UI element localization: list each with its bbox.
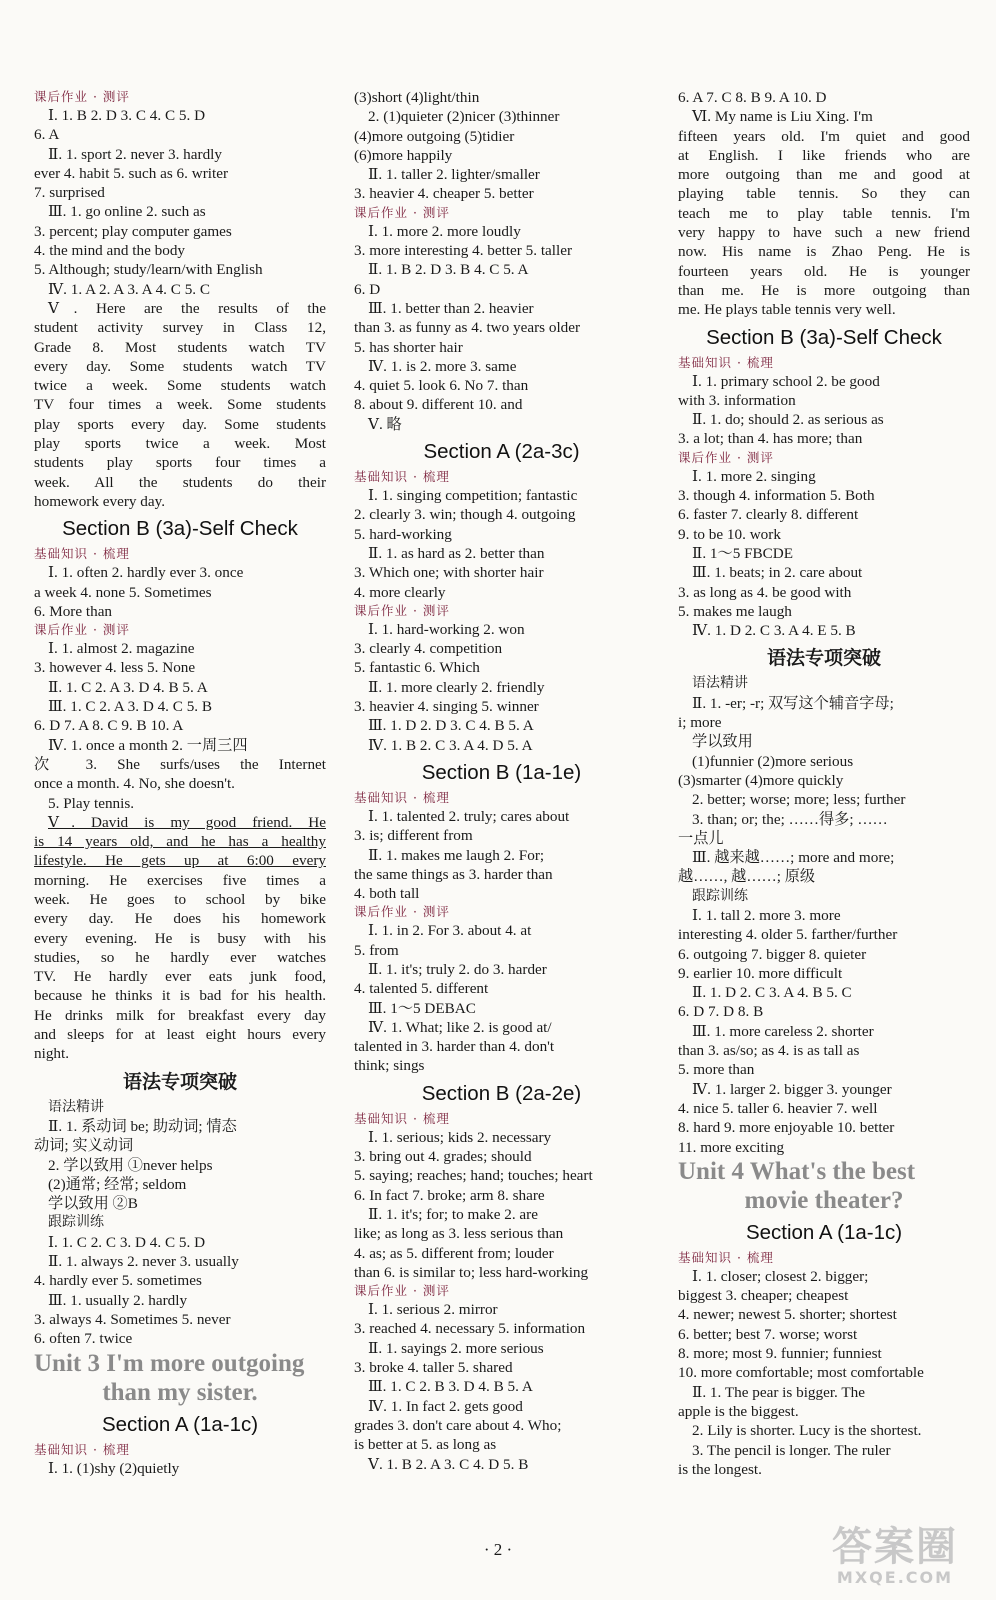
answer-line: Ⅰ. 1. more 2. more loudly bbox=[368, 222, 521, 240]
answer-line: Ⅲ. 1. beats; in 2. care about bbox=[692, 564, 863, 582]
answer-line: ever 4. habit 5. such as 6. writer bbox=[34, 164, 229, 182]
section-heading: Section A (2a-3c) bbox=[423, 440, 580, 464]
answer-line: Ⅱ. 1. more clearly 2. friendly bbox=[368, 678, 545, 696]
grammar-subheading: 跟踪训练 bbox=[692, 887, 748, 904]
answer-line: Ⅱ. 1. sayings 2. more serious bbox=[368, 1339, 544, 1357]
answer-line: than 3. as/so; as 4. is as tall as bbox=[678, 1042, 860, 1060]
answer-line: talented in 3. harder than 4. don't bbox=[354, 1038, 555, 1056]
answer-line: 4. talented 5. different bbox=[354, 980, 489, 998]
grammar-subheading: 跟踪训练 bbox=[48, 1214, 104, 1231]
answer-line: Ⅱ. 1. D 2. C 3. A 4. B 5. C bbox=[692, 984, 852, 1002]
answer-line: 5. has shorter hair bbox=[354, 338, 463, 356]
answer-line: 3. than; or; the; ……得多; …… bbox=[692, 810, 888, 828]
answer-line: 5. more than bbox=[678, 1061, 755, 1079]
watermark-sub-text: MXQE.COM bbox=[836, 1568, 954, 1587]
answer-line: Ⅳ. 1. once a month 2. 一周三四 bbox=[48, 736, 248, 754]
subsection-tag: 课后作业 · 测评 bbox=[678, 449, 774, 465]
answer-line: 3. always 4. Sometimes 5. never bbox=[34, 1310, 231, 1328]
essay-line: than me. He is more outgoing than bbox=[678, 281, 970, 299]
answer-line: 6. More than bbox=[34, 602, 113, 620]
answer-line: 6. outgoing 7. bigger 8. quieter bbox=[678, 945, 867, 963]
answer-line: Ⅲ. 越来越……; more and more; bbox=[692, 849, 895, 867]
answer-line: Ⅲ. 1. go online 2. such as bbox=[48, 203, 206, 221]
answer-line: Ⅰ. 1. B 2. D 3. C 4. C 5. D bbox=[48, 107, 206, 124]
answer-line: Ⅱ. 1. it's; for; to make 2. are bbox=[368, 1205, 538, 1223]
essay-line: at English. I like friends who are bbox=[678, 146, 970, 164]
answer-line: with 3. information bbox=[678, 391, 796, 409]
answer-line: Ⅱ. 1. makes me laugh 2. For; bbox=[368, 846, 545, 864]
essay-line: studies, so he hardly ever watches bbox=[34, 948, 326, 966]
subsection-tag: 课后作业 · 测评 bbox=[354, 904, 450, 920]
answer-line: 3. The pencil is longer. The ruler bbox=[692, 1441, 891, 1459]
answer-line: 越……, 越……; 原级 bbox=[678, 868, 816, 886]
answer-line: Ⅰ. 1. almost 2. magazine bbox=[48, 640, 195, 658]
answer-line: Ⅵ. My name is Liu Xing. I'm bbox=[692, 108, 873, 126]
answer-line: 5. hard-working bbox=[354, 525, 452, 543]
answer-line: 5. from bbox=[354, 941, 399, 959]
section-heading: Section B (2a-2e) bbox=[421, 1081, 582, 1105]
answer-line: 3. however 4. less 5. None bbox=[34, 659, 196, 677]
essay-line: He drinks milk for breakfast every day bbox=[34, 1006, 326, 1024]
answer-line: like; as long as 3. less serious than bbox=[354, 1225, 564, 1243]
answer-column-1 bbox=[34, 88, 326, 1478]
answer-line: once a month. 4. No, she doesn't. bbox=[34, 775, 235, 793]
answer-line: is the longest. bbox=[678, 1460, 762, 1478]
essay-line: now. His name is Zhao Peng. He is bbox=[678, 243, 970, 261]
essay-line: play sports twice a week. Most bbox=[34, 435, 326, 453]
answer-line: 7. surprised bbox=[34, 184, 105, 202]
essay-line: playing table tennis. So they can bbox=[678, 185, 970, 203]
subsection-tag: 课后作业 · 测评 bbox=[354, 204, 450, 220]
answer-line: Ⅱ. 1. it's; truly 2. do 3. harder bbox=[368, 960, 547, 978]
answer-line: is better at 5. as long as bbox=[354, 1436, 497, 1454]
essay-line: because he thinks it is bad for his health. bbox=[34, 987, 326, 1005]
answer-line: Ⅳ. 1. larger 2. bigger 3. younger bbox=[692, 1080, 892, 1098]
subsection-tag: 基础知识 · 梳理 bbox=[34, 546, 130, 562]
answer-line: 2. 学以致用 ①never helps bbox=[48, 1156, 213, 1174]
answer-line: 4. nice 5. taller 6. heavier 7. well bbox=[678, 1099, 878, 1117]
answer-line: Ⅰ. 1. tall 2. more 3. more bbox=[692, 906, 841, 924]
subsection-tag: 基础知识 · 梳理 bbox=[354, 789, 450, 805]
answer-line: 3. a lot; than 4. has more; than bbox=[678, 430, 863, 448]
answer-line: grades 3. don't care about 4. Who; bbox=[354, 1416, 562, 1434]
answer-line: 2. Lily is shorter. Lucy is the shortest. bbox=[692, 1422, 922, 1440]
answer-line: 2. (1)quieter (2)nicer (3)thinner bbox=[368, 108, 560, 126]
essay-line: student activity survey in Class 12, bbox=[34, 319, 326, 337]
answer-line: 6. better; best 7. worse; worst bbox=[678, 1325, 858, 1343]
watermark-main-text: 答案圈 bbox=[832, 1524, 958, 1570]
answer-line: think; sings bbox=[354, 1057, 425, 1075]
answer-line: 9. to be 10. work bbox=[678, 525, 781, 543]
answer-line: 3. percent; play computer games bbox=[34, 222, 232, 240]
answer-line: Ⅰ. 1. C 2. C 3. D 4. C 5. D bbox=[48, 1233, 206, 1251]
answer-line: Ⅰ. 1. closer; closest 2. bigger; bbox=[692, 1267, 869, 1285]
answer-line: 3. reached 4. necessary 5. information bbox=[354, 1320, 586, 1338]
subsection-tag: 课后作业 · 测评 bbox=[34, 89, 130, 104]
answer-line: Ⅱ. 1. always 2. never 3. usually bbox=[48, 1253, 239, 1271]
subsection-tag: 基础知识 · 梳理 bbox=[678, 354, 774, 370]
subsection-tag: 基础知识 · 梳理 bbox=[354, 469, 450, 485]
answer-line: Ⅰ. 1. talented 2. truly; cares about bbox=[368, 807, 570, 825]
answer-line: Ⅰ. 1. serious 2. mirror bbox=[368, 1301, 498, 1319]
answer-line: Ⅲ. 1. better than 2. heavier bbox=[368, 299, 534, 317]
grammar-subheading: 语法精讲 bbox=[692, 675, 748, 692]
essay-line: every day. He does his homework bbox=[34, 910, 326, 928]
answer-line: Ⅱ. 1. taller 2. lighter/smaller bbox=[368, 166, 540, 184]
answer-line: 4. newer; newest 5. shorter; shortest bbox=[678, 1306, 897, 1324]
answer-line: 8. more; most 9. funnier; funniest bbox=[678, 1345, 882, 1363]
answer-line: Ⅳ. 1. D 2. C 3. A 4. E 5. B bbox=[692, 622, 856, 640]
answer-line: 2. better; worse; more; less; further bbox=[692, 791, 906, 809]
answer-line: Ⅰ. 1. more 2. singing bbox=[692, 467, 816, 485]
answer-line: (1)funnier (2)more serious bbox=[692, 752, 854, 770]
subsection-tag: 基础知识 · 梳理 bbox=[354, 1110, 450, 1126]
answer-line: biggest 3. cheaper; cheapest bbox=[678, 1287, 849, 1305]
essay-line: fifteen years old. I'm quiet and good bbox=[678, 127, 970, 145]
subsection-tag: 课后作业 · 测评 bbox=[354, 602, 450, 618]
answer-line: than 3. as funny as 4. two years older bbox=[354, 319, 581, 337]
essay-line: every day. Some students watch TV bbox=[34, 357, 326, 375]
page-number: · 2 · bbox=[483, 1540, 513, 1559]
answer-line: 3. clearly 4. competition bbox=[354, 640, 503, 658]
essay-line: fourteen years old. He is younger bbox=[678, 262, 970, 280]
answer-line: the same things as 3. harder than bbox=[354, 865, 553, 883]
answer-line: Ⅳ. 1. B 2. C 3. A 4. D 5. A bbox=[368, 736, 533, 754]
answer-line: i; more bbox=[678, 714, 722, 732]
answer-line: 6. D 7. D 8. B bbox=[678, 1003, 764, 1021]
grammar-heading: 语法专项突破 bbox=[766, 647, 881, 670]
subsection-tag: 基础知识 · 梳理 bbox=[678, 1249, 774, 1265]
answer-line: Ⅱ. 1. 系动词 be; 助动词; 情态 bbox=[48, 1117, 237, 1135]
answer-line: Ⅲ. 1. C 2. A 3. D 4. C 5. B bbox=[48, 698, 213, 716]
answer-line: interesting 4. older 5. farther/further bbox=[678, 926, 898, 944]
unit-title: Unit 3 I'm more outgoing bbox=[34, 1349, 305, 1377]
answer-line: Ⅱ. 1～5 FBCDE bbox=[692, 544, 794, 562]
answer-line: 一点儿 bbox=[678, 829, 724, 847]
essay-line-underlined: Ⅴ. David is my good friend. He bbox=[48, 813, 326, 831]
answer-line: a week 4. none 5. Sometimes bbox=[34, 583, 212, 601]
answer-line: 8. about 9. different 10. and bbox=[354, 396, 523, 414]
answer-line: Ⅲ. 1. more careless 2. shorter bbox=[692, 1022, 874, 1040]
answer-line: (3)smarter (4)more quickly bbox=[678, 771, 844, 789]
answer-line: Ⅳ. 1. A 2. A 3. A 4. C 5. C bbox=[48, 280, 211, 298]
answer-line: 动词; 实义动词 bbox=[34, 1137, 134, 1155]
answer-line: 3. as long as 4. be good with bbox=[678, 583, 852, 601]
answer-line: 6. D bbox=[354, 280, 381, 298]
subsection-tag: 课后作业 · 测评 bbox=[354, 1283, 450, 1299]
answer-line: me. He plays table tennis very well. bbox=[678, 301, 896, 319]
answer-line: 6. In fact 7. broke; arm 8. share bbox=[354, 1186, 545, 1204]
answer-line: apple is the biggest. bbox=[678, 1402, 799, 1420]
answer-line: Ⅰ. 1. serious; kids 2. necessary bbox=[368, 1128, 552, 1146]
answer-line: 6. faster 7. clearly 8. different bbox=[678, 506, 859, 524]
answer-line: Ⅲ. 1. C 2. B 3. D 4. B 5. A bbox=[368, 1378, 533, 1396]
answer-line: 5. Play tennis. bbox=[48, 794, 135, 812]
answer-line: Ⅱ. 1. B 2. D 3. B 4. C 5. A bbox=[368, 261, 529, 279]
answer-line: 3. bring out 4. grades; should bbox=[354, 1148, 532, 1166]
answer-line: 5. makes me laugh bbox=[678, 602, 792, 620]
answer-line: Ⅰ. 1. (1)shy (2)quietly bbox=[48, 1459, 180, 1477]
essay-line: play sports every day. Some students bbox=[34, 415, 326, 433]
answer-line: 5. Although; study/learn/with English bbox=[34, 261, 263, 279]
answer-line: Ⅰ. 1. often 2. hardly ever 3. once bbox=[48, 564, 244, 582]
answer-line: 5. saying; reaches; hand; touches; heart bbox=[354, 1167, 593, 1185]
watermark bbox=[810, 1525, 980, 1591]
essay-line: 次 3. She surfs/uses the Internet bbox=[34, 755, 326, 773]
answer-line: 3. more interesting 4. better 5. taller bbox=[354, 242, 573, 260]
answer-line: 4. as; as 5. different from; louder bbox=[354, 1244, 554, 1262]
answer-line: 学以致用 ②B bbox=[48, 1195, 138, 1213]
answer-line: Ⅱ. 1. as hard as 2. better than bbox=[368, 544, 545, 562]
subsection-tag: 基础知识 · 梳理 bbox=[34, 1441, 130, 1457]
answer-column-2 bbox=[354, 88, 649, 1474]
section-heading: Section A (1a-1c) bbox=[101, 1412, 259, 1436]
section-heading: Section A (1a-1c) bbox=[745, 1220, 903, 1244]
answer-line: 3. Which one; with shorter hair bbox=[354, 564, 544, 582]
answer-line: Ⅴ. 1. B 2. A 3. C 4. D 5. B bbox=[368, 1455, 529, 1473]
answer-line: Ⅴ. 略 bbox=[368, 415, 402, 433]
essay-line: Grade 8. Most students watch TV bbox=[34, 338, 326, 356]
essay-line-underlined: lifestyle. He gets up at 6:00 every bbox=[34, 852, 326, 870]
essay-line: every evening. He is busy with his bbox=[34, 929, 326, 947]
answer-line: 4. the mind and the body bbox=[34, 242, 186, 260]
answer-line: Ⅲ. 1. usually 2. hardly bbox=[48, 1291, 188, 1309]
answer-line: 2. clearly 3. win; though 4. outgoing bbox=[354, 506, 576, 524]
answer-line: Ⅱ. 1. sport 2. never 3. hardly bbox=[48, 145, 222, 163]
answer-line: 6. D 7. A 8. C 9. B 10. A bbox=[34, 717, 184, 735]
answer-line: Ⅲ. 1～5 DEBAC bbox=[368, 999, 476, 1017]
answer-line: Ⅱ. 1. C 2. A 3. D 4. B 5. A bbox=[48, 678, 208, 696]
answer-line: 6. A bbox=[34, 126, 60, 144]
essay-line: morning. He exercises five times a bbox=[34, 871, 326, 889]
answer-line: night. bbox=[34, 1045, 70, 1063]
grammar-subheading: 语法精讲 bbox=[48, 1098, 104, 1115]
essay-line: week. He goes to school by bike bbox=[34, 890, 326, 908]
answer-line: Ⅰ. 1. primary school 2. be good bbox=[692, 372, 880, 390]
unit-title: than my sister. bbox=[102, 1378, 258, 1406]
unit-title: movie theater? bbox=[744, 1186, 904, 1214]
answer-line: Ⅰ. 1. hard-working 2. won bbox=[368, 620, 525, 638]
answer-line: Ⅳ. 1. In fact 2. gets good bbox=[368, 1397, 523, 1415]
essay-line: TV four times a week. Some students bbox=[34, 396, 326, 414]
essay-line: teach me to play table tennis. I'm bbox=[678, 204, 970, 222]
answer-line: 4. more clearly bbox=[354, 583, 446, 601]
answer-line: Ⅱ. 1. do; should 2. as serious as bbox=[692, 411, 884, 429]
answer-line: Ⅳ. 1. What; like 2. is good at/ bbox=[368, 1018, 552, 1036]
answer-line: 5. fantastic 6. Which bbox=[354, 659, 480, 677]
answer-line: Ⅰ. 1. singing competition; fantastic bbox=[368, 487, 578, 505]
answer-line: 6. A 7. C 8. B 9. A 10. D bbox=[678, 89, 827, 106]
answer-line: 4. both tall bbox=[354, 885, 420, 903]
essay-line: students play sports four times a bbox=[34, 454, 326, 472]
answer-line: homework every day. bbox=[34, 492, 166, 510]
answer-line: (3)short (4)light/thin bbox=[354, 89, 480, 106]
essay-line-underlined: is 14 years old, and he has a healthy bbox=[34, 833, 326, 851]
answer-line: 8. hard 9. more enjoyable 10. better bbox=[678, 1119, 895, 1137]
answer-line: 10. more comfortable; most comfortable bbox=[678, 1364, 924, 1382]
section-heading: Section B (3a)-Self Check bbox=[706, 325, 942, 349]
answer-line: 3. heavier 4. cheaper 5. better bbox=[354, 185, 534, 203]
answer-line: Ⅳ. 1. is 2. more 3. same bbox=[368, 357, 517, 375]
unit-title: Unit 4 What's the best bbox=[678, 1157, 916, 1185]
essay-line: week. All the students do their bbox=[34, 473, 326, 491]
answer-line: Ⅱ. 1. The pear is bigger. The bbox=[692, 1383, 865, 1401]
answer-line: 3. though 4. information 5. Both bbox=[678, 487, 875, 505]
answer-line: 6. often 7. twice bbox=[34, 1330, 133, 1348]
subsection-tag: 课后作业 · 测评 bbox=[34, 622, 130, 638]
answer-line: 11. more exciting bbox=[678, 1138, 785, 1156]
section-heading: Section B (1a-1e) bbox=[421, 760, 582, 784]
answer-column-3 bbox=[678, 88, 970, 1479]
answer-line: 4. hardly ever 5. sometimes bbox=[34, 1272, 202, 1290]
section-heading: Section B (3a)-Self Check bbox=[62, 517, 298, 541]
answer-line: than 6. is similar to; less hard-working bbox=[354, 1263, 589, 1281]
essay-line: and sleeps for at least eight hours every bbox=[34, 1026, 326, 1044]
answer-line: 3. is; different from bbox=[354, 827, 473, 845]
essay-line: very happy to have such a new friend bbox=[678, 224, 970, 242]
answer-line: (2)通常; 经常; seldom bbox=[48, 1175, 187, 1193]
essay-line: more outgoing than me and good at bbox=[678, 166, 970, 184]
answer-line: 9. earlier 10. more difficult bbox=[678, 964, 843, 982]
answer-line: 3. heavier 4. singing 5. winner bbox=[354, 698, 539, 716]
answer-line: Ⅲ. 1. D 2. D 3. C 4. B 5. A bbox=[368, 717, 534, 735]
answer-line: 学以致用 bbox=[692, 733, 753, 751]
grammar-heading: 语法专项突破 bbox=[122, 1070, 237, 1093]
answer-line: Ⅰ. 1. in 2. For 3. about 4. at bbox=[368, 922, 532, 940]
answer-line: (6)more happily bbox=[354, 146, 453, 164]
answer-line: 4. quiet 5. look 6. No 7. than bbox=[354, 377, 529, 395]
essay-line: twice a week. Some students watch bbox=[34, 377, 326, 395]
answer-line: Ⅱ. 1. -er; -r; 双写这个辅音字母; bbox=[692, 694, 894, 712]
answer-line: (4)more outgoing (5)tidier bbox=[354, 127, 515, 145]
answer-line: 3. broke 4. taller 5. shared bbox=[354, 1359, 513, 1377]
essay-line: Ⅴ. Here are the results of the bbox=[48, 299, 326, 317]
essay-line: TV. He hardly ever eats junk food, bbox=[34, 968, 326, 986]
